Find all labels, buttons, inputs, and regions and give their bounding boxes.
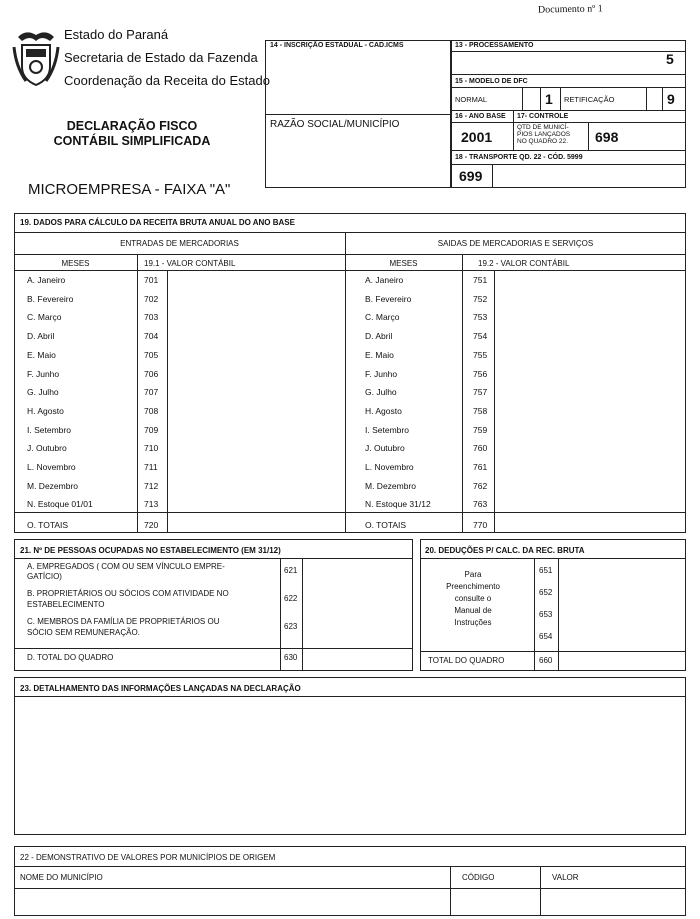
- saida-code: 763: [473, 499, 488, 509]
- q21-a-line-1: A. EMPREGADOS ( COM OU SEM VÍNCULO EMPRE-: [27, 562, 225, 571]
- entrada-code: 720: [144, 520, 159, 530]
- col-municipio: NOME DO MUNICÍPIO: [20, 873, 103, 882]
- saida-code: 759: [473, 425, 488, 435]
- col-valor: VALOR: [552, 873, 579, 882]
- entrada-code: 705: [144, 350, 159, 360]
- valor-left-header: 19.1 - VALOR CONTÁBIL: [144, 259, 236, 268]
- q20-code: 654: [539, 632, 553, 641]
- q21-d-code: 630: [284, 653, 298, 662]
- razao-social-label: RAZÃO SOCIAL/MUNICÍPIO: [270, 119, 400, 130]
- entrada-code: 712: [144, 481, 159, 491]
- entrada-code: 706: [144, 369, 159, 379]
- coat-of-arms-logo: [12, 27, 60, 89]
- entrada-code: 702: [144, 294, 159, 304]
- section-23-textarea[interactable]: [15, 697, 685, 834]
- entrada-code: 708: [144, 406, 159, 416]
- q21-b-line-1: B. PROPRIETÁRIOS OU SÓCIOS COM ATIVIDADE NO: [27, 589, 229, 598]
- retificacao-label: RETIFICAÇÃO: [564, 95, 615, 104]
- entrada-code: 713: [144, 499, 159, 509]
- saida-code: 754: [473, 331, 488, 341]
- entrada-code: 701: [144, 275, 159, 285]
- q20-note-5: Instruções: [454, 618, 492, 627]
- entrada-month-label: E. Maio: [27, 350, 56, 360]
- coordination-name: Coordenação da Receita do Estado: [64, 73, 270, 88]
- saida-code: 762: [473, 481, 488, 491]
- entrada-month-label: H. Agosto: [27, 406, 64, 416]
- entrada-code: 703: [144, 312, 159, 322]
- q21-c-line-1: C. MEMBROS DA FAMÍLIA DE PROPRIETÁRIOS OU: [27, 617, 220, 626]
- retificacao-value: 9: [667, 91, 675, 107]
- q20-code: 652: [539, 588, 553, 597]
- saidas-header: SAIDAS DE MERCADORIAS E SERVIÇOS: [437, 239, 594, 248]
- section-22-title: 22 - DEMONSTRATIVO DE VALORES POR MUNICÍPIOS DE ORIGEM: [20, 853, 276, 862]
- saida-month-label: D. Abril: [365, 331, 393, 341]
- saida-month-label: O. TOTAIS: [365, 520, 407, 530]
- saida-code: 758: [473, 406, 488, 416]
- q20-code: 653: [539, 610, 553, 619]
- field-18-label: 18 - TRANSPORTE QD. 22 - CÓD. 5999: [455, 154, 583, 161]
- field-16-label: 16 - ANO BASE: [455, 113, 506, 120]
- entrada-code: 709: [144, 425, 159, 435]
- state-name: Estado do Paraná: [64, 27, 169, 42]
- q20-note-2: Preenchimento: [446, 582, 500, 591]
- saida-month-label: B. Fevereiro: [365, 294, 412, 304]
- q20-total-label: TOTAL DO QUADRO: [428, 656, 505, 665]
- normal-label: NORMAL: [455, 95, 488, 104]
- secretariat-name: Secretaria de Estado da Fazenda: [64, 50, 258, 65]
- saida-code: 751: [473, 275, 488, 285]
- category-title: MICROEMPRESA - FAIXA "A": [28, 181, 231, 198]
- form-title-line-1: DECLARAÇÃO FISCO: [66, 119, 198, 133]
- q21-c-code: 623: [284, 622, 298, 631]
- field-17-value: 698: [595, 129, 619, 145]
- field-14-label: 14 - INSCRIÇÃO ESTADUAL - CAD.ICMS: [270, 42, 404, 49]
- field-17-sub-2: PIOS LANÇADOS: [517, 131, 571, 138]
- saida-code: 760: [473, 443, 488, 453]
- saida-code: 756: [473, 369, 488, 379]
- saida-code: 753: [473, 312, 488, 322]
- q21-b-code: 622: [284, 594, 298, 603]
- q20-code: 651: [539, 566, 553, 575]
- q20-note-1: Para: [464, 570, 482, 579]
- q20-note-4: Manual de: [454, 606, 492, 615]
- doc-number: Documento nº 1: [537, 3, 603, 16]
- saida-month-label: E. Maio: [365, 350, 394, 360]
- entrada-code: 711: [144, 462, 158, 472]
- entrada-month-label: F. Junho: [27, 369, 60, 379]
- saida-code: 770: [473, 520, 488, 530]
- q21-a-code: 621: [284, 566, 298, 575]
- entrada-month-label: M. Dezembro: [27, 481, 79, 491]
- entrada-month-label: I. Setembro: [27, 425, 71, 435]
- section-23-title: 23. DETALHAMENTO DAS INFORMAÇÕES LANÇADAS NA DECLARAÇÃO: [20, 684, 301, 693]
- field-17-label: 17- CONTROLE: [517, 113, 569, 120]
- q21-b-line-2: ESTABELECIMENTO: [27, 600, 105, 609]
- saida-month-label: H. Agosto: [365, 406, 402, 416]
- saida-month-label: A. Janeiro: [365, 275, 404, 285]
- saida-month-label: C. Março: [365, 312, 400, 322]
- saida-month-label: I. Setembro: [365, 425, 409, 435]
- valor-right-header: 19.2 - VALOR CONTÁBIL: [478, 259, 570, 268]
- saida-month-label: L. Novembro: [365, 462, 414, 472]
- saida-month-label: M. Dezembro: [365, 481, 417, 491]
- q20-note-3: consulte o: [454, 594, 492, 603]
- entrada-month-label: L. Novembro: [27, 462, 76, 472]
- entrada-month-label: G. Julho: [27, 387, 59, 397]
- entrada-month-label: N. Estoque 01/01: [27, 499, 93, 509]
- saida-month-label: G. Julho: [365, 387, 397, 397]
- entrada-code: 704: [144, 331, 159, 341]
- field-17-sub-1: QTD DE MUNICÍ-: [517, 124, 569, 131]
- entrada-code: 707: [144, 387, 159, 397]
- field-16-value: 2001: [461, 129, 493, 145]
- q21-d-label: D. TOTAL DO QUADRO: [27, 653, 114, 662]
- saida-code: 761: [473, 462, 488, 472]
- saida-month-label: J. Outubro: [365, 443, 405, 453]
- saida-code: 755: [473, 350, 488, 360]
- q21-a-line-2: GATÍCIO): [27, 572, 62, 581]
- entradas-header: ENTRADAS DE MERCADORIAS: [120, 239, 239, 248]
- field-15-label: 15 - MODELO DE DFC: [455, 78, 528, 85]
- entrada-month-label: J. Outubro: [27, 443, 67, 453]
- field-13-value: 5: [666, 51, 674, 67]
- meses-right-header: MESES: [389, 259, 418, 268]
- q21-c-line-2: SÓCIO SEM REMUNERAÇÃO.: [27, 628, 140, 637]
- field-17-sub-3: NO QUADRO 22.: [517, 138, 568, 145]
- entrada-month-label: A. Janeiro: [27, 275, 66, 285]
- saida-month-label: F. Junho: [365, 369, 398, 379]
- section-20-title: 20. DEDUÇÕES P/ CALC. DA REC. BRUTA: [425, 546, 585, 555]
- q20-total-code: 660: [539, 656, 553, 665]
- field-13-label: 13 - PROCESSAMENTO: [455, 42, 534, 49]
- section-19-title: 19. DADOS PARA CÁLCULO DA RECEITA BRUTA ANUAL DO ANO BASE: [20, 218, 295, 227]
- saida-code: 752: [473, 294, 488, 304]
- saida-month-label: N. Estoque 31/12: [365, 499, 431, 509]
- saida-code: 757: [473, 387, 488, 397]
- normal-value: 1: [545, 91, 553, 107]
- form-title-line-2: CONTÁBIL SIMPLIFICADA: [53, 134, 211, 148]
- entrada-month-label: B. Fevereiro: [27, 294, 74, 304]
- col-codigo: CÓDIGO: [462, 873, 495, 882]
- entrada-code: 710: [144, 443, 159, 453]
- entrada-month-label: D. Abril: [27, 331, 55, 341]
- field-18-value: 699: [459, 168, 483, 184]
- section-21-title: 21. Nº DE PESSOAS OCUPADAS NO ESTABELECIMENTO (EM 31/12): [20, 546, 281, 555]
- meses-left-header: MESES: [61, 259, 90, 268]
- entrada-month-label: C. Março: [27, 312, 62, 322]
- entrada-month-label: O. TOTAIS: [27, 520, 69, 530]
